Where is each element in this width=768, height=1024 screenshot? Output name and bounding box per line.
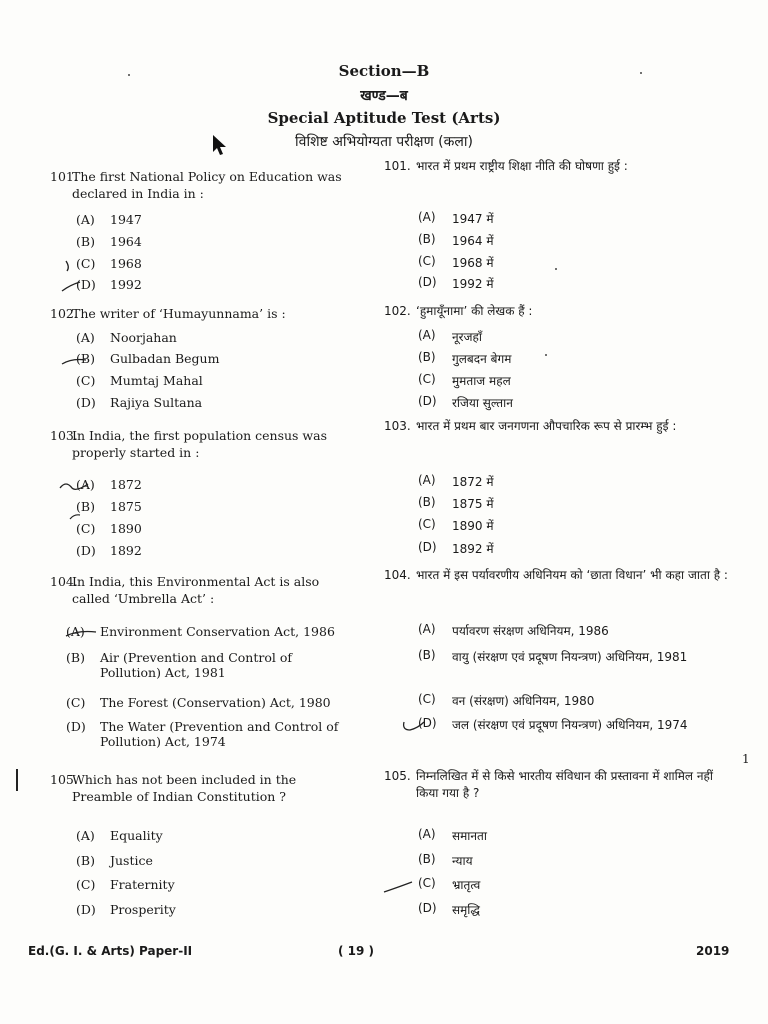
option-letter: (C) — [66, 695, 86, 710]
question-text: The writer of ‘Humayunnama’ is : — [72, 306, 286, 321]
option-text: Equality — [110, 828, 163, 843]
option-letter: (A) — [418, 622, 436, 636]
option-text: 1875 — [110, 499, 142, 514]
option-letter: (A) — [418, 210, 436, 224]
option-text: न्याय — [452, 854, 473, 868]
speck — [128, 74, 130, 76]
option-letter: (B) — [418, 495, 436, 509]
speck — [640, 72, 642, 74]
question-number: 105. — [384, 769, 411, 783]
question-text: In India, this Environmental Act is also called ‘Umbrella Act’ : — [72, 574, 320, 606]
option-text: The Forest (Conservation) Act, 1980 — [100, 695, 331, 710]
margin-number: 1 — [742, 752, 750, 766]
option-text: Prosperity — [110, 902, 176, 917]
option-text: The Water (Prevention and Control of Pollution) Act, 1974 — [100, 719, 339, 749]
option-text: 1964 — [110, 234, 142, 249]
option-text: 1992 में — [452, 277, 494, 291]
option-text: 1964 में — [452, 234, 494, 248]
option-text: नूरजहाँ — [452, 330, 482, 344]
option-text: Environment Conservation Act, 1986 — [100, 624, 335, 639]
option-letter: (A) — [76, 477, 95, 492]
footer-year: 2019 — [696, 944, 730, 958]
option-letter: (D) — [76, 395, 96, 410]
question-text: भारत में इस पर्यावरणीय अधिनियम को ‘छाता विधान’ भी कहा जाता है : — [416, 568, 728, 582]
option-text: Noorjahan — [110, 330, 177, 345]
option-text: Gulbadan Begum — [110, 351, 220, 366]
question-number: 102. — [50, 306, 78, 321]
option-text: Justice — [110, 853, 153, 868]
question-number: 103. — [50, 428, 78, 443]
footer-page-number: ( 19 ) — [338, 944, 375, 958]
option-text: 1872 — [110, 477, 142, 492]
option-letter: (D) — [418, 394, 437, 408]
section-heading: Section—B — [338, 62, 430, 80]
option-letter: (B) — [418, 648, 436, 662]
option-letter: (C) — [418, 372, 436, 386]
footer-paper-code: Ed.(G. I. & Arts) Paper-II — [28, 944, 193, 958]
speck — [555, 268, 557, 270]
option-letter: (C) — [418, 876, 436, 890]
speck — [545, 354, 547, 356]
option-letter: (D) — [76, 902, 96, 917]
option-text: भ्रातृत्व — [452, 878, 481, 892]
question-text: The first National Policy on Education was declared in India in : — [72, 169, 342, 201]
option-text: 1992 — [110, 277, 142, 292]
question-number: 103. — [384, 419, 411, 433]
option-letter: (B) — [418, 350, 436, 364]
option-text: Mumtaj Mahal — [110, 373, 203, 388]
option-letter: (A) — [418, 473, 436, 487]
option-letter: (B) — [418, 852, 436, 866]
option-letter: (D) — [418, 901, 437, 915]
option-text: 1892 — [110, 543, 142, 558]
option-letter: (C) — [418, 517, 436, 531]
option-letter: (A) — [418, 827, 436, 841]
question-text: निम्नलिखित में से किसे भारतीय संविधान की प्रस्तावना में शामिल नहीं किया गया है ? — [416, 769, 713, 800]
option-text: 1892 में — [452, 542, 494, 556]
option-text: 1968 में — [452, 256, 494, 270]
option-text: रजिया सुल्तान — [452, 396, 513, 410]
option-text: जल (संरक्षण एवं प्रदूषण नियन्त्रण) अधिनियम, 1974 — [452, 718, 688, 732]
question-number: 101. — [384, 159, 411, 173]
option-text: 1968 — [110, 256, 142, 271]
option-letter: (C) — [418, 254, 436, 268]
option-text: 1890 में — [452, 519, 494, 533]
option-text: मुमताज महल — [452, 374, 511, 388]
option-text: गुलबदन बेगम — [452, 352, 512, 366]
option-letter: (A) — [76, 828, 95, 843]
test-title-hindi: विशिष्ट अभियोग्यता परीक्षण (कला) — [295, 134, 473, 150]
option-letter: (B) — [76, 234, 95, 249]
option-text: वन (संरक्षण) अधिनियम, 1980 — [452, 694, 595, 708]
option-text: 1872 में — [452, 475, 494, 489]
margin-line — [14, 768, 20, 792]
question-number: 101. — [50, 169, 78, 184]
option-letter: (B) — [76, 351, 95, 366]
question-number: 105. — [50, 772, 78, 787]
option-letter: (D) — [76, 277, 96, 292]
question-number: 102. — [384, 304, 411, 318]
option-letter: (A) — [76, 330, 95, 345]
option-letter: (A) — [76, 212, 95, 227]
pen-tick-mark — [382, 878, 416, 896]
option-letter: (D) — [418, 275, 437, 289]
option-letter: (B) — [76, 499, 95, 514]
option-text: 1947 में — [452, 212, 494, 226]
option-letter: (D) — [76, 543, 96, 558]
option-letter: (D) — [418, 716, 437, 730]
option-letter: (C) — [76, 877, 96, 892]
option-letter: (C) — [418, 692, 436, 706]
question-text: भारत में प्रथम राष्ट्रीय शिक्षा नीति की घोषणा हुई : — [416, 159, 628, 173]
option-text: समृद्धि — [452, 903, 480, 917]
option-letter: (D) — [66, 719, 86, 734]
option-text: Air (Prevention and Control of Pollution) Act, 1981 — [100, 650, 292, 680]
option-letter: (C) — [76, 521, 96, 536]
option-text: 1890 — [110, 521, 142, 536]
mouse-pointer-icon — [212, 134, 228, 156]
option-text: 1947 — [110, 212, 142, 227]
section-heading-hindi: खण्ड—ब — [360, 88, 408, 104]
option-letter: (C) — [76, 256, 96, 271]
option-text: पर्यावरण संरक्षण अधिनियम, 1986 — [452, 624, 609, 638]
option-letter: (B) — [76, 853, 95, 868]
question-number: 104. — [50, 574, 78, 589]
question-text: ‘हुमायूँनामा’ की लेखक हैं : — [416, 304, 533, 318]
question-text: Which has not been included in the Preamble of Indian Constitution ? — [72, 772, 297, 804]
option-text: समानता — [452, 829, 488, 843]
option-letter: (D) — [418, 540, 437, 554]
option-text: Fraternity — [110, 877, 175, 892]
option-letter: (B) — [66, 650, 85, 665]
option-text: 1875 में — [452, 497, 494, 511]
option-letter: (C) — [76, 373, 96, 388]
test-title: Special Aptitude Test (Arts) — [267, 109, 501, 127]
question-text: In India, the first population census was properly started in : — [72, 428, 327, 460]
option-letter: (A) — [66, 624, 85, 639]
option-letter: (B) — [418, 232, 436, 246]
question-number: 104. — [384, 568, 411, 582]
option-text: Rajiya Sultana — [110, 395, 203, 410]
option-text: वायु (संरक्षण एवं प्रदूषण नियन्त्रण) अधिनियम, 1981 — [452, 650, 688, 664]
option-letter: (A) — [418, 328, 436, 342]
question-text: भारत में प्रथम बार जनगणना औपचारिक रूप से प्रारम्भ हुई : — [416, 419, 677, 433]
